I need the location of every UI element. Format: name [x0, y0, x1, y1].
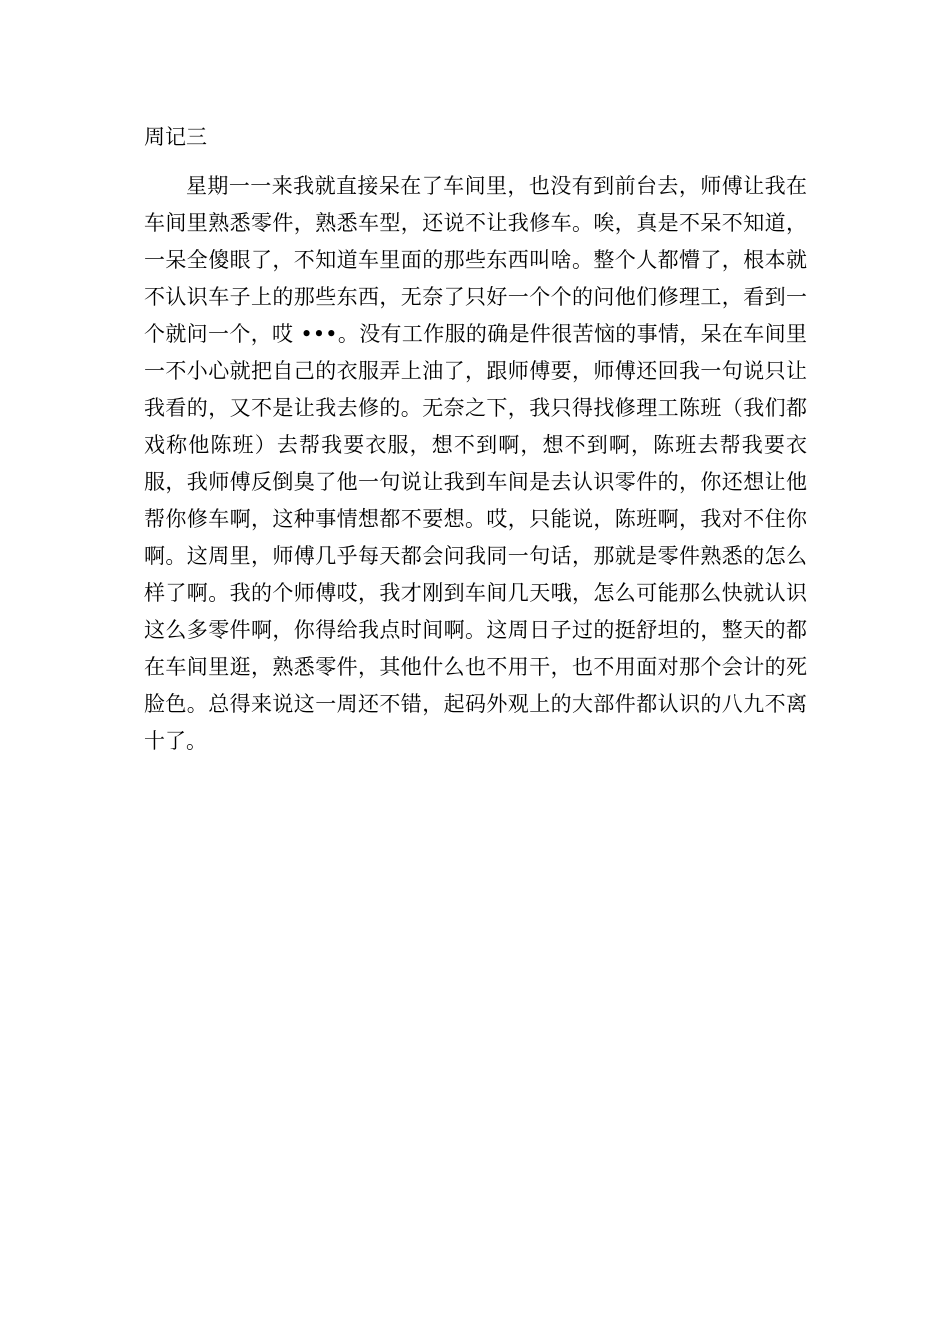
body-paragraph: 星期一一来我就直接呆在了车间里，也没有到前台去，师傅让我在车间里熟悉零件，熟悉车型，还说不让我修车。唉，真是不呆不知道，一呆全傻眼了，不知道车里面的那些东西叫啥。整个人都懵了，根本就不认识车子上的那些东西，无奈了只好一个个的问他们修理工，看到一个就问一个，哎 •••。没有工作服的确是件很苦恼的事情，呆在车间里一不小心就把自己的衣服弄上油了，跟师傅要，师傅还回我一句说只让我看的，又不是让我去修的。无奈之下，我只得找修理工陈班（我们都戏称他陈班）去帮我要衣服，想不到啊，想不到啊，陈班去帮我要衣服，我师傅反倒臭了他一句说让我到车间是去认识零件的，你还想让他帮你修车啊，这种事情想都不要想。哎，只能说，陈班啊，我对不住你啊。这周里，师傅几乎每天都会问我同一句话，那就是零件熟悉的怎么样了啊。我的个师傅哎，我才刚到车间几天哦，怎么可能那么快就认识这么多零件啊，你得给我点时间啊。这周日子过的挺舒坦的，整天的都在车间里逛，熟悉零件，其他什么也不用干，也不用面对那个会计的死脸色。总得来说这一周还不错，起码外观上的大部件都认识的八九不离十了。 [144, 174, 807, 753]
page-title: 周记三 [144, 125, 207, 149]
